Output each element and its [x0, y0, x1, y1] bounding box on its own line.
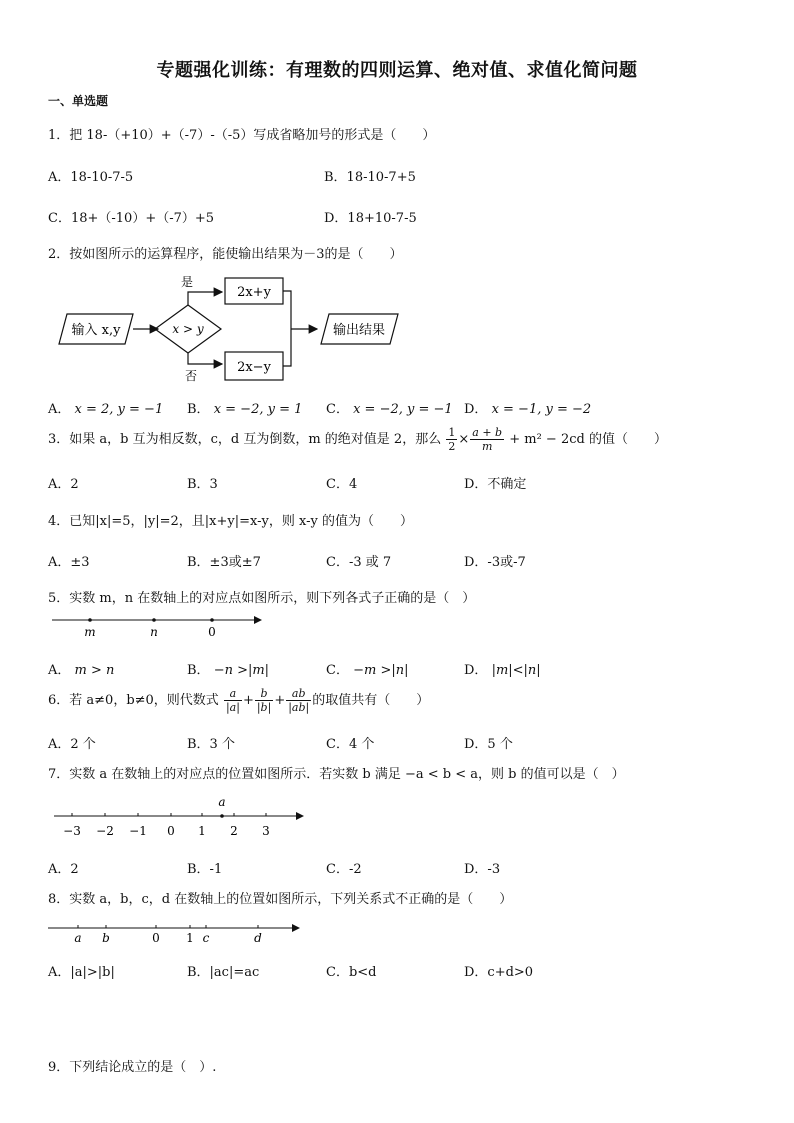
flow-input-label: 输入 x,y: [71, 323, 121, 338]
q6-option-c: C．4 个: [326, 737, 375, 752]
q3-fraction-half: $\frac{1}{2}$: [448, 426, 456, 453]
q3-option-c: C．4: [326, 477, 358, 492]
flow-bottom-label: 2x−y: [237, 360, 271, 375]
q4-stem: 4．已知|x|=5，|y|=2，且|x+y|=x-y，则 x-y 的值为（ ）: [48, 514, 413, 529]
flow-top-label: 2x+y: [237, 285, 271, 300]
q7-tick-label: −3: [63, 824, 81, 838]
q7-point-a: a: [218, 795, 226, 809]
q5-option-c: C． −m >|n|: [326, 663, 409, 678]
q2-option-b-text: x = −2, y = 1: [213, 402, 303, 417]
q5-label-zero: 0: [208, 625, 216, 639]
q3-option-d: D．不确定: [464, 477, 527, 492]
q2-option-a: A． x = 2, y = −1: [48, 402, 164, 417]
q8-option-a: A．|a|>|b|: [48, 965, 115, 980]
q7-number-line: [52, 792, 312, 842]
q2-option-c-text: x = −2, y = −1: [353, 402, 453, 417]
q5-option-d: D． |m|<|n|: [464, 663, 541, 678]
q1-option-d: D．18+10-7-5: [324, 211, 417, 226]
flow-no-label: 否: [184, 369, 198, 383]
q7-tick-label: 0: [167, 824, 175, 838]
q8-option-d: D．c+d>0: [464, 965, 534, 980]
q1-option-a: A．18-10-7-5: [48, 170, 134, 185]
q8-point-label: c: [202, 931, 210, 945]
q3-option-a: A．2: [48, 477, 79, 492]
q6-option-a: A．2 个: [48, 737, 96, 752]
q6-option-d: D．5 个: [464, 737, 513, 752]
q4-option-a: A．±3: [48, 555, 90, 570]
q8-point-label: 1: [186, 931, 194, 945]
section-heading: 一、单选题: [48, 94, 109, 108]
q3-option-b: B．3: [187, 477, 218, 492]
q6-fraction-b: $\frac{b}{|b|}$: [256, 687, 272, 714]
q2-flowchart: [55, 272, 405, 384]
q8-option-c: C．b<d: [326, 965, 377, 980]
q2-option-b: B． x = −2, y = 1: [187, 402, 303, 417]
flow-output-label: 输出结果: [332, 323, 386, 338]
q1-option-c: C．18+（-10）+（-7）+5: [48, 211, 215, 226]
q3-fraction-ab-m: $\frac{a + b}{m}$: [472, 426, 503, 453]
q2-option-d-text: x = −1, y = −2: [491, 402, 592, 417]
q5-option-c-text: −m >|n|: [353, 663, 409, 678]
q7-tick-label: 1: [198, 824, 206, 838]
q2-option-c: C． x = −2, y = −1: [326, 402, 453, 417]
q7-tick-label: −2: [96, 824, 114, 838]
q8-point-label: a: [74, 931, 82, 945]
q4-option-c: C．-3 或 7: [326, 555, 392, 570]
q2-option-d: D． x = −1, y = −2: [464, 402, 592, 417]
q5-number-line: [50, 612, 270, 642]
q8-number-line: [46, 918, 306, 948]
q6-fraction-ab: $\frac{ab}{|ab|}$: [288, 687, 310, 714]
q5-option-a: A． m > n: [48, 663, 115, 678]
q5-option-a-text: m > n: [74, 663, 115, 678]
q1-stem: 1．把 18-（+10）+（-7）-（-5）写成省略加号的形式是（ ）: [48, 128, 436, 143]
q3-stem-text: 3．如果 a，b 互为相反数，c，d 互为倒数，m 的绝对值是 2，那么: [48, 432, 442, 447]
q6-stem-text: 6．若 a≠0，b≠0，则代数式: [48, 693, 219, 708]
q7-option-a: A．2: [48, 862, 79, 877]
q7-stem: 7．实数 a 在数轴上的对应点的位置如图所示．若实数 b 满足 −a < b < a，则 b 的值可以是（ ）: [48, 767, 625, 782]
q6-stem: 6．若 a≠0，b≠0，则代数式 $\frac{a}{|a|}$ + $\frac{b}{|b|}$ + $\frac{ab}{|ab|}$ 的取值共有（ ）: [48, 687, 430, 714]
q2-option-a-text: x = 2, y = −1: [74, 402, 164, 417]
q8-stem: 8．实数 a，b，c，d 在数轴上的位置如图所示，下列关系式不正确的是（ ）: [48, 892, 513, 907]
q5-stem: 5．实数 m，n 在数轴上的对应点如图所示，则下列各式子正确的是（ ）: [48, 591, 476, 606]
q7-option-c: C．-2: [326, 862, 362, 877]
q4-option-d: D．-3或-7: [464, 555, 526, 570]
q1-option-b: B．18-10-7+5: [324, 170, 416, 185]
q8-option-b: B．|ac|=ac: [187, 965, 260, 980]
q6-option-b: B．3 个: [187, 737, 235, 752]
q5-option-b-text: −n >|m|: [213, 663, 270, 678]
q7-tick-label: 3: [262, 824, 270, 838]
q6-stem-end: 的取值共有（ ）: [312, 693, 430, 708]
q7-option-b: B．-1: [187, 862, 223, 877]
q7-tick-label: 2: [230, 824, 238, 838]
q9-stem: 9．下列结论成立的是（ ）.: [48, 1060, 217, 1075]
q8-point-label: 0: [152, 931, 160, 945]
q7-option-d: D．-3: [464, 862, 501, 877]
q8-point-label: d: [254, 931, 262, 945]
q3-stem-end: + m² − 2cd 的值（ ）: [509, 432, 667, 447]
page-title: 专题强化训练：有理数的四则运算、绝对值、求值化简问题: [156, 60, 638, 81]
q4-option-b: B．±3或±7: [187, 555, 261, 570]
q5-option-b: B． −n >|m|: [187, 663, 270, 678]
q7-tick-label: −1: [129, 824, 147, 838]
q3-stem: 3．如果 a，b 互为相反数，c，d 互为倒数，m 的绝对值是 2，那么 $\frac{1}{2}$ × $\frac{a + b}{m}$ + m² − 2cd 的值（ ）: [48, 426, 667, 453]
q5-label-m: m: [84, 625, 96, 639]
flow-condition-label: x > y: [172, 322, 204, 336]
q5-option-d-text: |m|<|n|: [491, 663, 541, 678]
q2-stem: 2．按如图所示的运算程序，能使输出结果为－3的是（ ）: [48, 247, 403, 262]
q8-point-label: b: [102, 931, 110, 945]
q5-label-n: n: [150, 625, 158, 639]
q6-fraction-a: $\frac{a}{|a|}$: [225, 687, 240, 714]
flow-yes-label: 是: [180, 275, 194, 289]
